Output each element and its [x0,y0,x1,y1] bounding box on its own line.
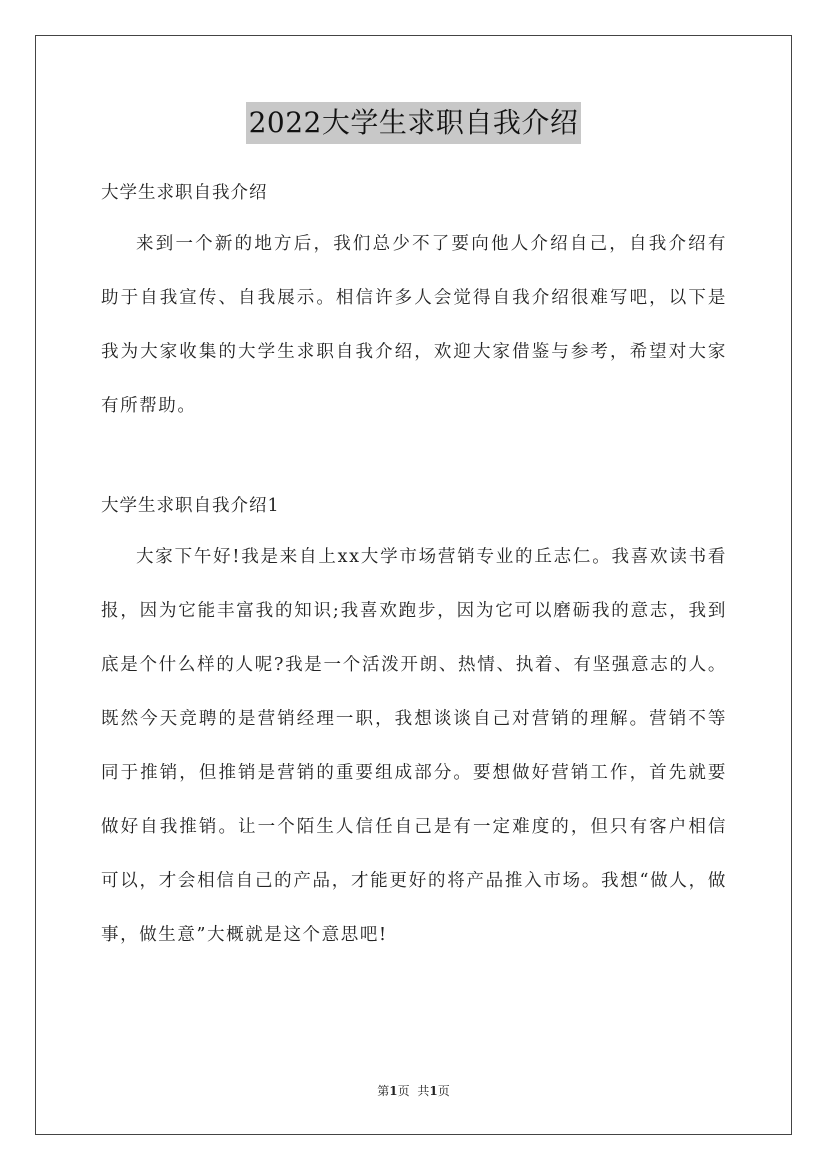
intro-heading: 大学生求职自我介绍 [101,183,268,203]
page-prefix: 第 [377,1084,390,1098]
document-body [101,170,727,962]
page-footer [0,1082,827,1100]
section1-heading: 大学生求职自我介绍1 [101,496,280,516]
document-title: 2022大学生求职自我介绍 [246,102,582,144]
title-container [0,102,827,144]
total-prefix: 共 [417,1084,430,1098]
total-suffix: 页 [437,1084,450,1098]
intro-paragraph: 来到一个新的地方后，我们总少不了要向他人介绍自己，自我介绍有助于自我宣传、自我展示。相信许多人会觉得自我介绍很难写吧，以下是我为大家收集的大学生求职自我介绍，欢迎大家借鉴与参考，希望对大家有所帮助。 [101,234,727,416]
section-spacer [101,433,727,483]
page-suffix: 页 [397,1084,410,1098]
section1-paragraph: 大家下午好!我是来自上xx大学市场营销专业的丘志仁。我喜欢读书看报，因为它能丰富我的知识;我喜欢跑步，因为它可以磨砺我的意志，我到底是个什么样的人呢?我是一个活泼开朗、热情、执着、有坚强意志的人。既然今天竞聘的是营销经理一职，我想谈谈自己对营销的理解。营销不等同于推销，但推销是营销的重要组成部分。要想做好营销工作，首先就要做好自我推销。让一个陌生人信任自己是有一定难度的，但只有客户相信可以，才会相信自己的产品，才能更好的将产品推入市场。我想“做人，做事，做生意”大概就是这个意思吧! [101,547,727,945]
page-current: 1 [389,1084,398,1098]
page-total: 1 [429,1084,438,1098]
